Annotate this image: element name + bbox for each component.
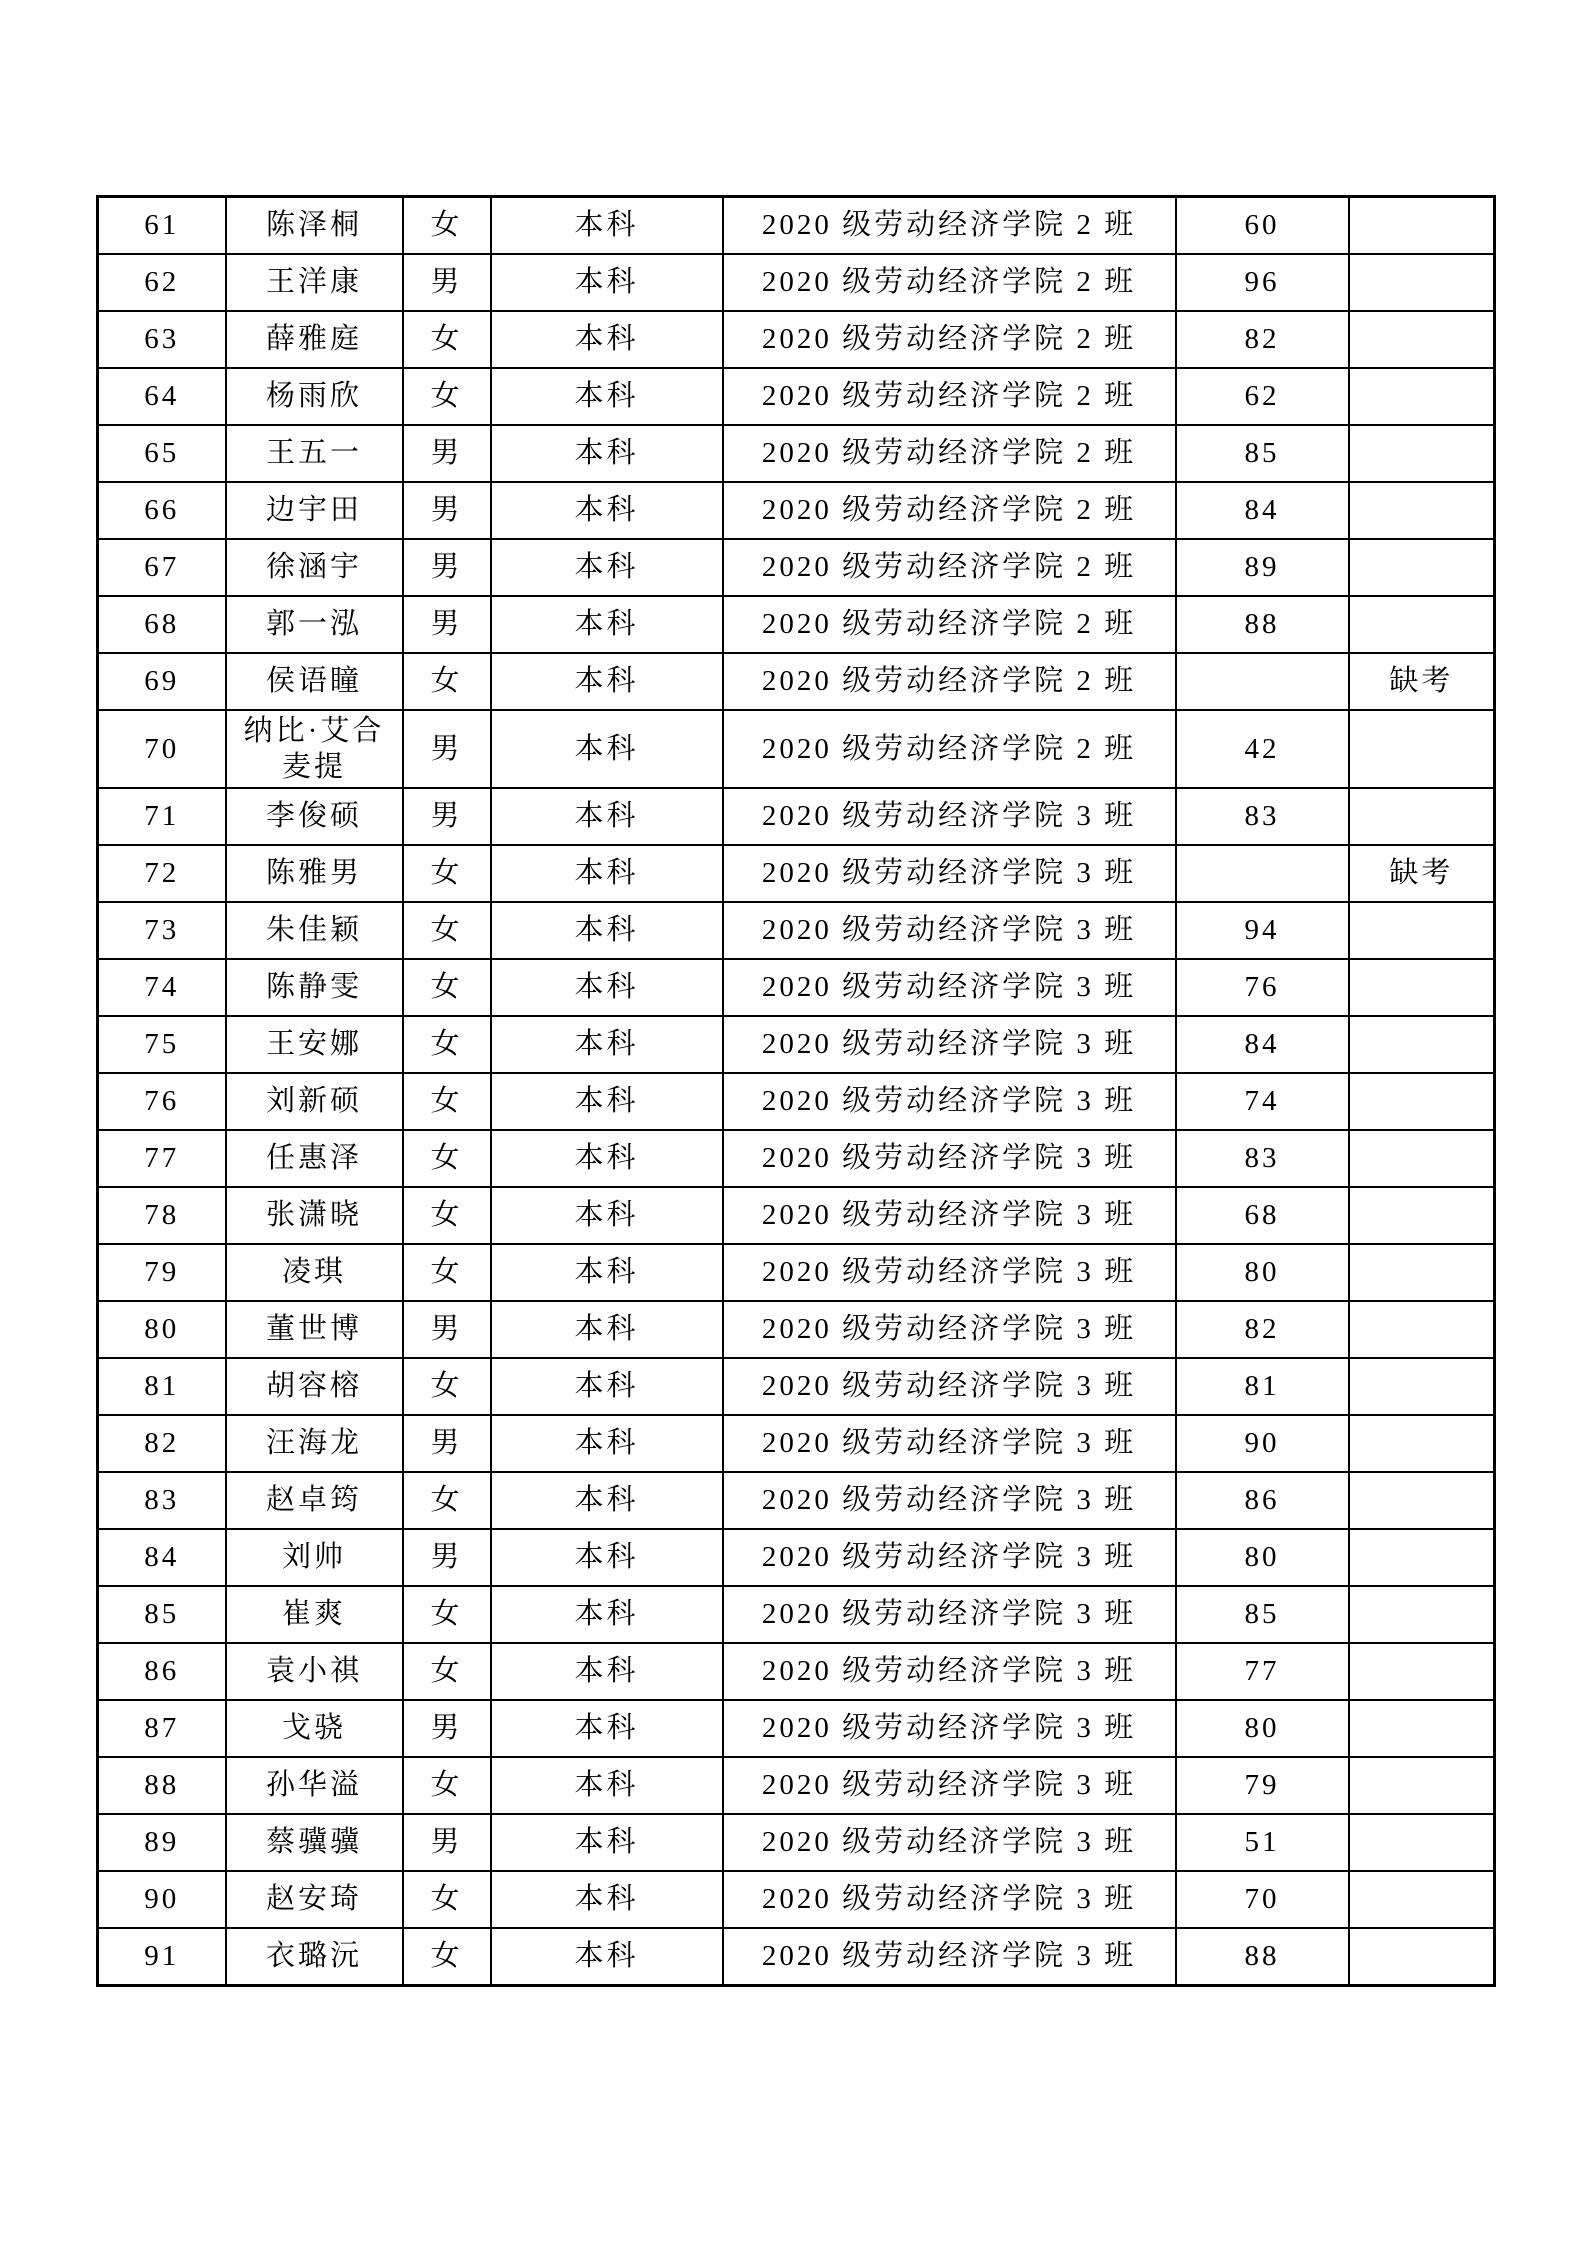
cell-level: 本科 (491, 1700, 723, 1757)
cell-gender: 男 (403, 788, 491, 845)
table-row (98, 1187, 1495, 1244)
cell-gender: 女 (403, 368, 491, 425)
cell-name: 赵卓筠 (226, 1472, 403, 1529)
cell-name: 李俊硕 (226, 788, 403, 845)
cell-remark (1349, 959, 1495, 1016)
cell-number: 76 (98, 1073, 226, 1130)
cell-number: 65 (98, 425, 226, 482)
cell-number: 81 (98, 1358, 226, 1415)
cell-score: 74 (1176, 1073, 1349, 1130)
cell-class: 2020 级劳动经济学院 2 班 (723, 425, 1176, 482)
cell-remark: 缺考 (1349, 845, 1495, 902)
cell-level: 本科 (491, 845, 723, 902)
cell-number: 67 (98, 539, 226, 596)
cell-level: 本科 (491, 1130, 723, 1187)
cell-gender: 女 (403, 1757, 491, 1814)
cell-name: 刘帅 (226, 1529, 403, 1586)
cell-number: 74 (98, 959, 226, 1016)
cell-remark (1349, 1301, 1495, 1358)
cell-level: 本科 (491, 1244, 723, 1301)
table-row (98, 1643, 1495, 1700)
cell-remark (1349, 254, 1495, 311)
cell-remark (1349, 788, 1495, 845)
cell-class: 2020 级劳动经济学院 3 班 (723, 1529, 1176, 1586)
cell-score: 81 (1176, 1358, 1349, 1415)
cell-score: 88 (1176, 1928, 1349, 1985)
cell-name: 杨雨欣 (226, 368, 403, 425)
table-row (98, 311, 1495, 368)
table-row (98, 1586, 1495, 1643)
score-table-body (98, 197, 1495, 1986)
cell-name: 蔡骥骥 (226, 1814, 403, 1871)
cell-level: 本科 (491, 368, 723, 425)
cell-name: 崔爽 (226, 1586, 403, 1643)
cell-score: 70 (1176, 1871, 1349, 1928)
cell-level: 本科 (491, 1814, 723, 1871)
cell-number: 68 (98, 596, 226, 653)
cell-score: 83 (1176, 1130, 1349, 1187)
cell-class: 2020 级劳动经济学院 3 班 (723, 1757, 1176, 1814)
cell-number: 77 (98, 1130, 226, 1187)
cell-gender: 女 (403, 653, 491, 710)
cell-score: 94 (1176, 902, 1349, 959)
cell-score: 82 (1176, 1301, 1349, 1358)
cell-number: 75 (98, 1016, 226, 1073)
cell-gender: 女 (403, 197, 491, 254)
cell-class: 2020 级劳动经济学院 3 班 (723, 902, 1176, 959)
cell-level: 本科 (491, 1073, 723, 1130)
cell-remark (1349, 368, 1495, 425)
cell-class: 2020 级劳动经济学院 2 班 (723, 368, 1176, 425)
cell-name: 王洋康 (226, 254, 403, 311)
cell-remark (1349, 596, 1495, 653)
cell-level: 本科 (491, 1301, 723, 1358)
cell-gender: 男 (403, 710, 491, 789)
cell-score: 42 (1176, 710, 1349, 789)
cell-level: 本科 (491, 1016, 723, 1073)
cell-name: 王五一 (226, 425, 403, 482)
cell-remark (1349, 902, 1495, 959)
cell-gender: 男 (403, 482, 491, 539)
table-row (98, 197, 1495, 254)
cell-number: 70 (98, 710, 226, 789)
cell-number: 62 (98, 254, 226, 311)
cell-gender: 男 (403, 539, 491, 596)
cell-score: 62 (1176, 368, 1349, 425)
cell-gender: 男 (403, 1301, 491, 1358)
cell-number: 64 (98, 368, 226, 425)
table-row (98, 710, 1495, 789)
cell-gender: 男 (403, 596, 491, 653)
cell-number: 78 (98, 1187, 226, 1244)
cell-remark (1349, 1472, 1495, 1529)
cell-level: 本科 (491, 1358, 723, 1415)
cell-name: 凌琪 (226, 1244, 403, 1301)
cell-number: 85 (98, 1586, 226, 1643)
table-row (98, 902, 1495, 959)
cell-level: 本科 (491, 959, 723, 1016)
cell-level: 本科 (491, 1415, 723, 1472)
cell-class: 2020 级劳动经济学院 3 班 (723, 845, 1176, 902)
cell-level: 本科 (491, 653, 723, 710)
cell-score: 51 (1176, 1814, 1349, 1871)
cell-name: 朱佳颖 (226, 902, 403, 959)
cell-class: 2020 级劳动经济学院 3 班 (723, 1928, 1176, 1985)
cell-name: 刘新硕 (226, 1073, 403, 1130)
cell-number: 66 (98, 482, 226, 539)
cell-number: 83 (98, 1472, 226, 1529)
cell-remark (1349, 1016, 1495, 1073)
cell-remark (1349, 1928, 1495, 1985)
cell-class: 2020 级劳动经济学院 3 班 (723, 1187, 1176, 1244)
cell-name: 衣璐沅 (226, 1928, 403, 1985)
table-row (98, 845, 1495, 902)
cell-level: 本科 (491, 1187, 723, 1244)
cell-name: 徐涵宇 (226, 539, 403, 596)
cell-score (1176, 653, 1349, 710)
cell-remark (1349, 1187, 1495, 1244)
cell-gender: 女 (403, 845, 491, 902)
cell-level: 本科 (491, 1472, 723, 1529)
cell-remark: 缺考 (1349, 653, 1495, 710)
cell-remark (1349, 1871, 1495, 1928)
table-row (98, 1415, 1495, 1472)
cell-remark (1349, 1073, 1495, 1130)
cell-remark (1349, 539, 1495, 596)
table-row (98, 1073, 1495, 1130)
cell-gender: 女 (403, 1187, 491, 1244)
cell-class: 2020 级劳动经济学院 2 班 (723, 482, 1176, 539)
cell-level: 本科 (491, 1643, 723, 1700)
cell-gender: 男 (403, 1700, 491, 1757)
cell-name: 任惠泽 (226, 1130, 403, 1187)
cell-remark (1349, 311, 1495, 368)
cell-remark (1349, 1643, 1495, 1700)
cell-score: 80 (1176, 1244, 1349, 1301)
cell-number: 87 (98, 1700, 226, 1757)
cell-remark (1349, 710, 1495, 789)
table-row (98, 788, 1495, 845)
cell-name: 董世博 (226, 1301, 403, 1358)
cell-score: 96 (1176, 254, 1349, 311)
table-row (98, 959, 1495, 1016)
cell-number: 73 (98, 902, 226, 959)
cell-number: 89 (98, 1814, 226, 1871)
cell-score: 85 (1176, 425, 1349, 482)
cell-remark (1349, 425, 1495, 482)
cell-gender: 女 (403, 1472, 491, 1529)
cell-gender: 女 (403, 1643, 491, 1700)
table-row (98, 1814, 1495, 1871)
cell-number: 80 (98, 1301, 226, 1358)
cell-class: 2020 级劳动经济学院 3 班 (723, 1871, 1176, 1928)
cell-gender: 男 (403, 1415, 491, 1472)
cell-remark (1349, 1529, 1495, 1586)
cell-score: 90 (1176, 1415, 1349, 1472)
cell-name: 孙华溢 (226, 1757, 403, 1814)
cell-gender: 女 (403, 1244, 491, 1301)
cell-number: 91 (98, 1928, 226, 1985)
cell-score: 86 (1176, 1472, 1349, 1529)
student-score-table (96, 195, 1496, 1987)
cell-class: 2020 级劳动经济学院 3 班 (723, 959, 1176, 1016)
cell-remark (1349, 1757, 1495, 1814)
cell-gender: 男 (403, 254, 491, 311)
table-row (98, 1130, 1495, 1187)
cell-name: 王安娜 (226, 1016, 403, 1073)
cell-score: 85 (1176, 1586, 1349, 1643)
cell-number: 61 (98, 197, 226, 254)
cell-name: 郭一泓 (226, 596, 403, 653)
cell-number: 71 (98, 788, 226, 845)
cell-class: 2020 级劳动经济学院 3 班 (723, 1301, 1176, 1358)
cell-level: 本科 (491, 1586, 723, 1643)
cell-name: 汪海龙 (226, 1415, 403, 1472)
cell-score: 80 (1176, 1529, 1349, 1586)
table-row (98, 596, 1495, 653)
cell-gender: 女 (403, 311, 491, 368)
cell-class: 2020 级劳动经济学院 3 班 (723, 1586, 1176, 1643)
cell-class: 2020 级劳动经济学院 3 班 (723, 1130, 1176, 1187)
table-row (98, 482, 1495, 539)
cell-remark (1349, 197, 1495, 254)
cell-number: 63 (98, 311, 226, 368)
cell-remark (1349, 1358, 1495, 1415)
table-row (98, 1472, 1495, 1529)
cell-gender: 女 (403, 902, 491, 959)
cell-class: 2020 级劳动经济学院 2 班 (723, 539, 1176, 596)
cell-name: 陈静雯 (226, 959, 403, 1016)
cell-score: 68 (1176, 1187, 1349, 1244)
cell-class: 2020 级劳动经济学院 2 班 (723, 710, 1176, 789)
cell-class: 2020 级劳动经济学院 3 班 (723, 1700, 1176, 1757)
cell-name: 薛雅庭 (226, 311, 403, 368)
table-row (98, 1301, 1495, 1358)
cell-score: 79 (1176, 1757, 1349, 1814)
cell-number: 86 (98, 1643, 226, 1700)
cell-level: 本科 (491, 1928, 723, 1985)
table-row (98, 1700, 1495, 1757)
cell-number: 72 (98, 845, 226, 902)
cell-class: 2020 级劳动经济学院 3 班 (723, 788, 1176, 845)
cell-name: 戈骁 (226, 1700, 403, 1757)
cell-remark (1349, 1244, 1495, 1301)
cell-name: 边宇田 (226, 482, 403, 539)
cell-gender: 女 (403, 1073, 491, 1130)
cell-gender: 男 (403, 425, 491, 482)
cell-name: 陈雅男 (226, 845, 403, 902)
cell-level: 本科 (491, 197, 723, 254)
cell-gender: 女 (403, 1586, 491, 1643)
cell-gender: 女 (403, 1358, 491, 1415)
cell-class: 2020 级劳动经济学院 3 班 (723, 1358, 1176, 1415)
cell-level: 本科 (491, 1757, 723, 1814)
cell-level: 本科 (491, 482, 723, 539)
cell-name: 侯语瞳 (226, 653, 403, 710)
cell-score: 83 (1176, 788, 1349, 845)
table-row (98, 1757, 1495, 1814)
cell-class: 2020 级劳动经济学院 2 班 (723, 311, 1176, 368)
cell-name: 赵安琦 (226, 1871, 403, 1928)
cell-class: 2020 级劳动经济学院 2 班 (723, 197, 1176, 254)
cell-score: 60 (1176, 197, 1349, 254)
cell-class: 2020 级劳动经济学院 2 班 (723, 653, 1176, 710)
cell-level: 本科 (491, 902, 723, 959)
cell-number: 84 (98, 1529, 226, 1586)
cell-name: 胡容榕 (226, 1358, 403, 1415)
cell-remark (1349, 1814, 1495, 1871)
cell-gender: 女 (403, 1130, 491, 1187)
cell-class: 2020 级劳动经济学院 3 班 (723, 1016, 1176, 1073)
cell-gender: 女 (403, 1016, 491, 1073)
cell-remark (1349, 1586, 1495, 1643)
cell-level: 本科 (491, 1529, 723, 1586)
cell-level: 本科 (491, 254, 723, 311)
cell-score: 84 (1176, 482, 1349, 539)
cell-gender: 女 (403, 1871, 491, 1928)
cell-score: 76 (1176, 959, 1349, 1016)
table-row (98, 1871, 1495, 1928)
cell-class: 2020 级劳动经济学院 3 班 (723, 1643, 1176, 1700)
cell-score: 77 (1176, 1643, 1349, 1700)
cell-level: 本科 (491, 788, 723, 845)
cell-gender: 女 (403, 959, 491, 1016)
cell-remark (1349, 482, 1495, 539)
cell-gender: 男 (403, 1529, 491, 1586)
cell-class: 2020 级劳动经济学院 3 班 (723, 1814, 1176, 1871)
cell-gender: 女 (403, 1928, 491, 1985)
cell-level: 本科 (491, 710, 723, 789)
cell-number: 69 (98, 653, 226, 710)
cell-name: 陈泽桐 (226, 197, 403, 254)
cell-number: 90 (98, 1871, 226, 1928)
cell-level: 本科 (491, 596, 723, 653)
table-row (98, 368, 1495, 425)
cell-score: 82 (1176, 311, 1349, 368)
cell-remark (1349, 1700, 1495, 1757)
cell-class: 2020 级劳动经济学院 2 班 (723, 596, 1176, 653)
cell-level: 本科 (491, 539, 723, 596)
table-row (98, 653, 1495, 710)
cell-name: 张潇晓 (226, 1187, 403, 1244)
table-row (98, 254, 1495, 311)
cell-gender: 男 (403, 1814, 491, 1871)
table-row (98, 425, 1495, 482)
cell-level: 本科 (491, 311, 723, 368)
cell-level: 本科 (491, 425, 723, 482)
cell-remark (1349, 1130, 1495, 1187)
cell-level: 本科 (491, 1871, 723, 1928)
cell-remark (1349, 1415, 1495, 1472)
cell-class: 2020 级劳动经济学院 3 班 (723, 1073, 1176, 1130)
cell-class: 2020 级劳动经济学院 3 班 (723, 1415, 1176, 1472)
cell-score (1176, 845, 1349, 902)
cell-class: 2020 级劳动经济学院 2 班 (723, 254, 1176, 311)
cell-number: 79 (98, 1244, 226, 1301)
cell-score: 84 (1176, 1016, 1349, 1073)
table-row (98, 1358, 1495, 1415)
table-row (98, 1529, 1495, 1586)
table-row (98, 539, 1495, 596)
cell-class: 2020 级劳动经济学院 3 班 (723, 1472, 1176, 1529)
cell-name: 袁小祺 (226, 1643, 403, 1700)
cell-score: 89 (1176, 539, 1349, 596)
cell-number: 88 (98, 1757, 226, 1814)
cell-score: 80 (1176, 1700, 1349, 1757)
table-row (98, 1016, 1495, 1073)
cell-number: 82 (98, 1415, 226, 1472)
cell-name: 纳比·艾合麦提 (226, 710, 403, 789)
cell-score: 88 (1176, 596, 1349, 653)
cell-class: 2020 级劳动经济学院 3 班 (723, 1244, 1176, 1301)
table-row (98, 1928, 1495, 1985)
table-row (98, 1244, 1495, 1301)
